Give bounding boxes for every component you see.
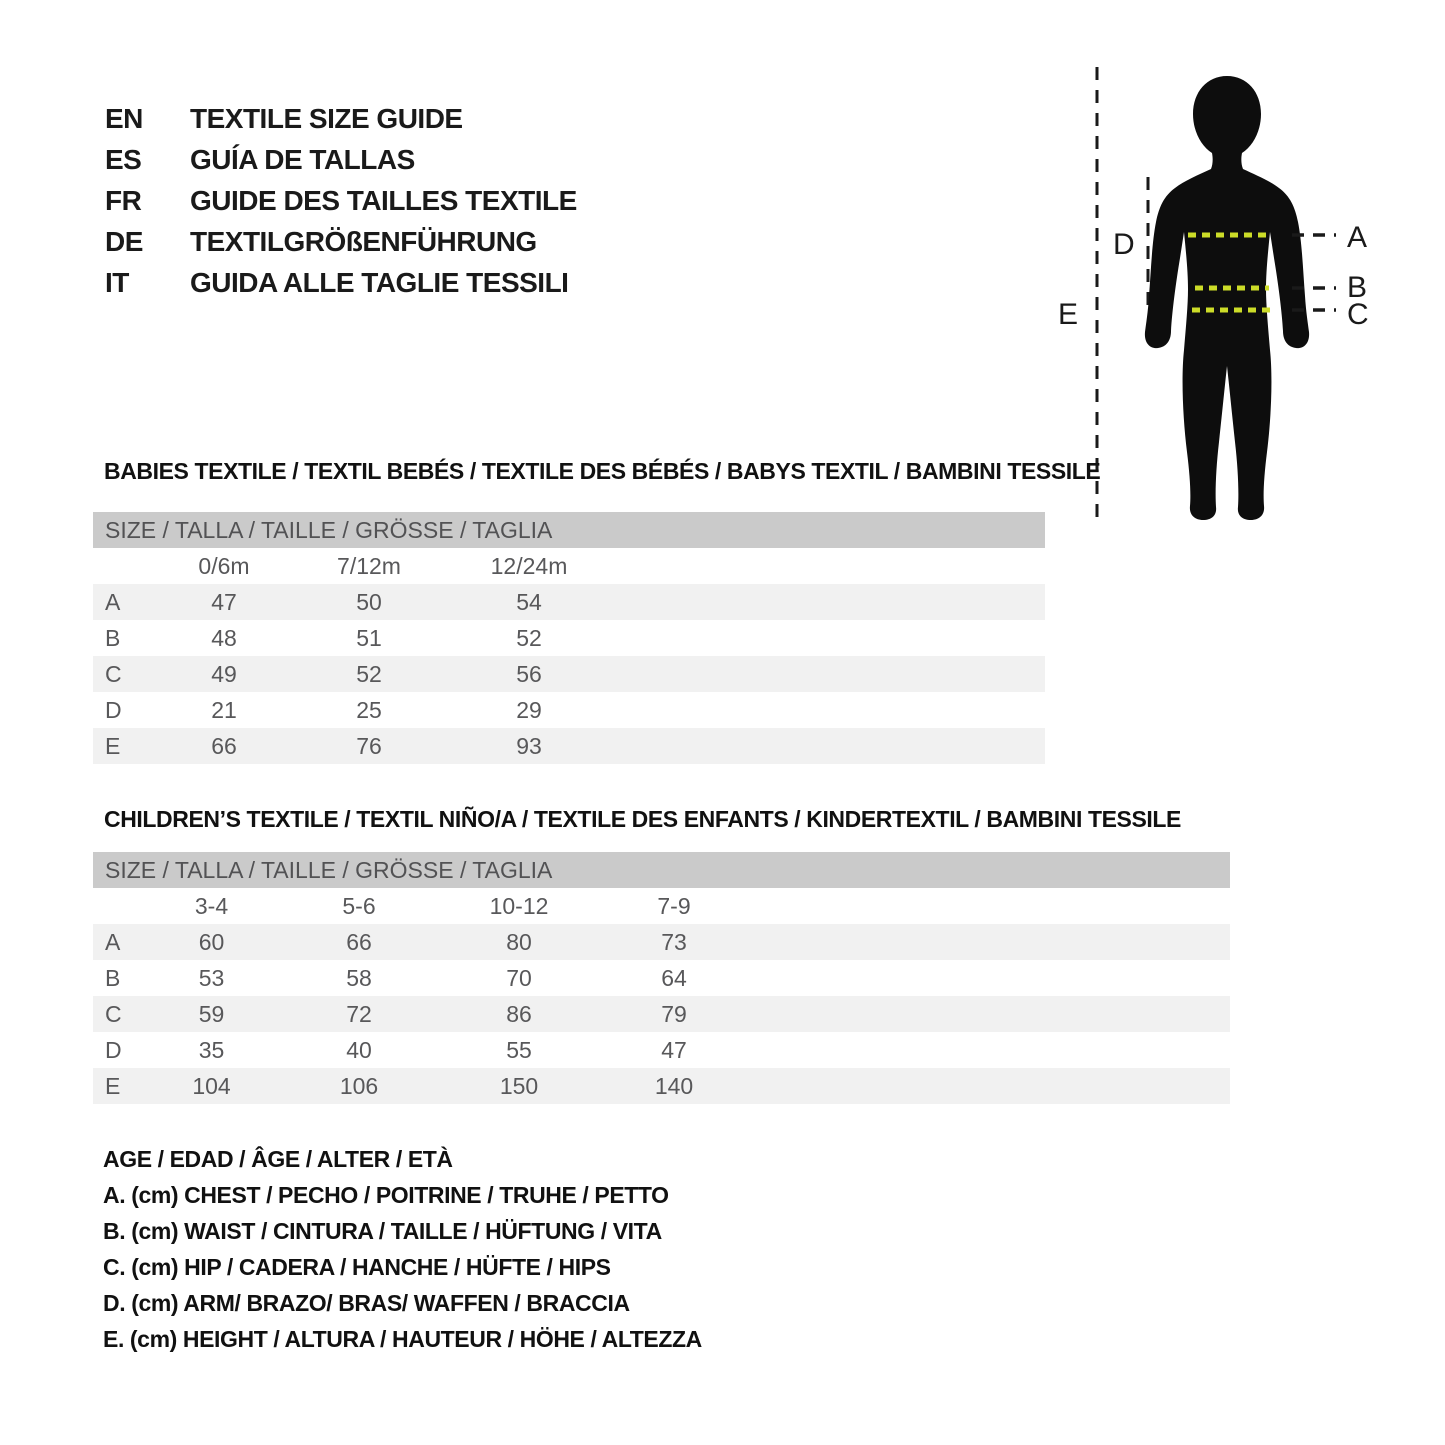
cell-value: 55 [506, 1036, 532, 1063]
arm-label: D [1113, 228, 1135, 261]
babies-size-table [93, 512, 1045, 764]
language-title-list [105, 98, 577, 303]
children-row-e [93, 1068, 1230, 1104]
cell-value: 79 [661, 1000, 687, 1027]
cell-value: 56 [516, 660, 542, 687]
babies-col-12-24m: 12/24m [490, 552, 568, 579]
cell-value: 72 [346, 1000, 372, 1027]
cell-value: 140 [654, 1072, 694, 1099]
cell-value: 50 [356, 588, 382, 615]
cell-value: 40 [346, 1036, 372, 1063]
guide-title-de: TEXTILGRÖßENFÜHRUNG [190, 225, 537, 257]
babies-row-a [93, 584, 1045, 620]
lang-code-fr: FR [105, 184, 142, 216]
cell-value: 21 [211, 696, 237, 723]
cell-value: 54 [516, 588, 542, 615]
babies-row-d [93, 692, 1045, 728]
children-col-5-6: 5-6 [342, 892, 376, 919]
height-label: E [1058, 298, 1079, 331]
babies-size-header-text: SIZE / TALLA / TAILLE / GRÖSSE / TAGLIA [105, 516, 553, 543]
cell-value: 106 [339, 1072, 379, 1099]
row-label: C [105, 660, 122, 687]
lang-code-es: ES [105, 143, 142, 175]
lang-code-it: IT [105, 266, 129, 298]
cell-value: 73 [661, 928, 687, 955]
cell-value: 53 [198, 964, 225, 991]
cell-value: 64 [661, 964, 687, 991]
babies-col-7-12m: 7/12m [337, 552, 401, 579]
children-row-b [93, 960, 1230, 996]
legend-arm: D. (cm) ARM/ BRAZO/ BRAS/ WAFFEN / BRACCIA [103, 1289, 630, 1316]
cell-value: 59 [198, 1000, 225, 1027]
cell-value: 47 [211, 588, 237, 615]
cell-value: 76 [356, 732, 382, 759]
cell-value: 48 [211, 624, 237, 651]
guide-title-en: TEXTILE SIZE GUIDE [190, 102, 463, 134]
chest-label: A [1347, 221, 1368, 254]
lang-row-it [105, 262, 577, 303]
row-label: B [105, 964, 121, 991]
cell-value: 52 [356, 660, 382, 687]
lang-code-de: DE [105, 225, 143, 257]
babies-row-c [93, 656, 1045, 692]
lang-row-en [105, 98, 577, 139]
babies-section-title: BABIES TEXTILE / TEXTIL BEBÉS / TEXTILE DES BÉBÉS / BABYS TEXTIL / BAMBINI TESSILE [104, 458, 1101, 484]
row-label: D [105, 1036, 122, 1063]
cell-value: 80 [506, 928, 532, 955]
lang-row-fr [105, 180, 577, 221]
legend-hip: C. (cm) HIP / CADERA / HANCHE / HÜFTE / HIPS [103, 1253, 611, 1280]
row-label: D [105, 696, 122, 723]
lang-code-en: EN [105, 102, 143, 134]
babies-column-header-row [93, 548, 1045, 584]
guide-title-fr: GUIDE DES TAILLES TEXTILE [190, 184, 577, 216]
guide-title-es: GUÍA DE TALLAS [190, 143, 415, 175]
legend-height: E. (cm) HEIGHT / ALTURA / HAUTEUR / HÖHE / ALTEZZA [103, 1325, 702, 1352]
legend-waist: B. (cm) WAIST / CINTURA / TAILLE / HÜFTUNG / VITA [103, 1217, 662, 1244]
cell-value: 29 [516, 696, 542, 723]
children-col-7-9: 7-9 [657, 892, 691, 919]
cell-value: 51 [356, 624, 382, 651]
children-column-header-row [93, 888, 1230, 924]
children-size-header-text: SIZE / TALLA / TAILLE / GRÖSSE / TAGLIA [105, 856, 553, 883]
cell-value: 66 [211, 732, 237, 759]
children-size-table [93, 852, 1230, 1104]
row-label: E [105, 1072, 121, 1099]
row-label: A [105, 588, 121, 615]
children-size-header-bar [93, 852, 1230, 888]
children-col-10-12: 10-12 [489, 892, 549, 919]
cell-value: 52 [516, 624, 542, 651]
children-row-c [93, 996, 1230, 1032]
cell-value: 35 [198, 1036, 225, 1063]
cell-value: 70 [506, 964, 532, 991]
babies-row-b [93, 620, 1045, 656]
cell-value: 58 [346, 964, 372, 991]
cell-value: 25 [356, 696, 382, 723]
waist-label: B [1347, 271, 1368, 304]
children-row-d [93, 1032, 1230, 1068]
cell-value: 47 [661, 1036, 687, 1063]
child-silhouette [1145, 76, 1309, 520]
cell-value: 104 [192, 1072, 231, 1099]
row-label: C [105, 1000, 122, 1027]
cell-value: 93 [516, 732, 542, 759]
babies-col-0-6m: 0/6m [198, 552, 250, 579]
children-section-title: CHILDREN’S TEXTILE / TEXTIL NIÑO/A / TEXTILE DES ENFANTS / KINDERTEXTIL / BAMBINI TESSILE [104, 806, 1182, 832]
guide-title-it: GUIDA ALLE TAGLIE TESSILI [190, 266, 569, 298]
hip-label: C [1347, 298, 1369, 331]
lang-row-es [105, 139, 577, 180]
legend-chest: A. (cm) CHEST / PECHO / POITRINE / TRUHE / PETTO [103, 1181, 669, 1208]
children-row-a [93, 924, 1230, 960]
babies-size-header-bar [93, 512, 1045, 548]
row-label: A [105, 928, 121, 955]
cell-value: 49 [211, 660, 237, 687]
legend-age: AGE / EDAD / ÂGE / ALTER / ETÀ [103, 1145, 453, 1172]
cell-value: 60 [198, 928, 225, 955]
row-label: B [105, 624, 121, 651]
lang-row-de [105, 221, 577, 262]
cell-value: 150 [499, 1072, 539, 1099]
measurement-legend [103, 1141, 702, 1357]
cell-value: 66 [346, 928, 372, 955]
cell-value: 86 [506, 1000, 532, 1027]
children-col-3-4: 3-4 [194, 892, 229, 919]
row-label: E [105, 732, 121, 759]
babies-row-e [93, 728, 1045, 764]
